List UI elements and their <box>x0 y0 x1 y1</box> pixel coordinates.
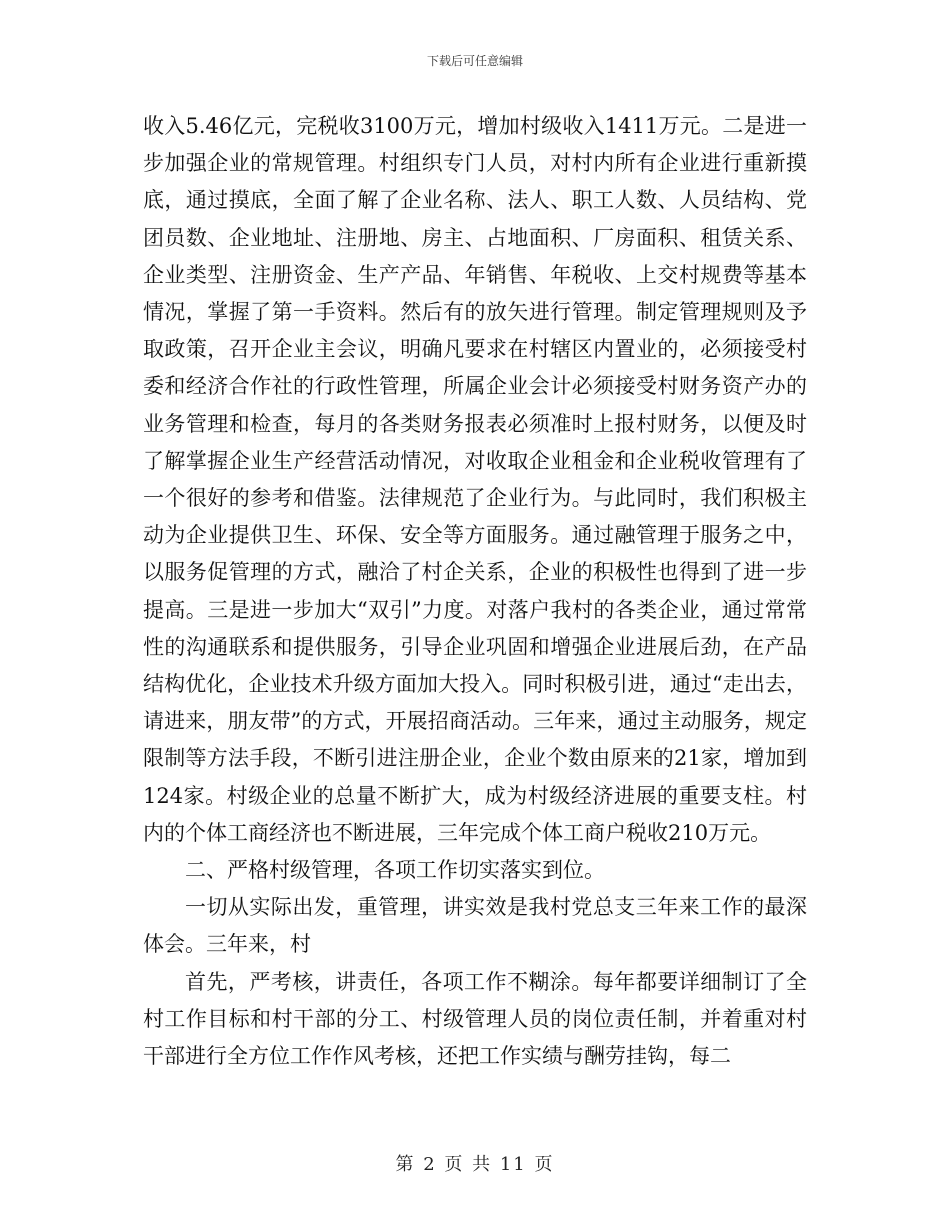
paragraph-3: 一切从实际出发，重管理，讲实效是我村党总支三年来工作的最深体会。三年来，村 <box>143 895 807 957</box>
paragraph-2-heading: 二、严格村级管理，各项工作切实落实到位。 <box>185 858 605 883</box>
document-body <box>143 108 807 1075</box>
page-number: 第 2 页 共 11 页 <box>395 1154 555 1175</box>
page-header: 下载后可任意编辑 <box>426 54 523 68</box>
paragraph-1: 收入5.46亿元，完税收3100万元，增加村级收入1411万元。二是进一步加强企业的常规管理。村组织专门人员，对村内所有企业进行重新摸底，通过摸底，全面了解了企业名称、法人、职工人数、人员结构、党团员数、企业地址、注册地、房主、占地面积、厂房面积、租赁关系、企业类型、注册资金、生产产品、年销售、年税收、上交村规费等基本情况，掌握了第一手资料。然后有的放矢进行管理。制定管理规则及予取政策，召开企业主会议，明确凡要求在村辖区内置业的，必须接受村委和经济合作社的行政性管理，所属企业会计必须接受村财务资产办的业务管理和检查，每月的各类财务报表必须准时上报村财务，以便及时了解掌握企业生产经营活动情况，对收取企业租金和企业税收管理有了一个很好的参考和借鉴。法律规范了企业行为。与此同时，我们积极主动为企业提供卫生、环保、安全等方面服务。通过融管理于服务之中，以服务促管理的方式，融洽了村企关系，企业的积极性也得到了进一步提高。三是进一步加大“双引”力度。对落户我村的各类企业，通过常常性的沟通联系和提供服务，引导企业巩固和增强企业进展后劲，在产品结构优化，企业技术升级方面加大投入。同时积极引进，通过“走出去，请进来，朋友带”的方式，开展招商活动。三年来，通过主动服务，规定限制等方法手段，不断引进注册企业，企业个数由原来的21家，增加到124家。村级企业的总量不断扩大，成为村级经济进展的重要支柱。村内的个体工商经济也不断进展，三年完成个体工商户税收210万元。 <box>143 114 807 845</box>
paragraph-4: 首先，严考核，讲责任，各项工作不糊涂。每年都要详细制订了全村工作目标和村干部的分工、村级管理人员的岗位责任制，并着重对村干部进行全方位工作作风考核，还把工作实绩与酬劳挂钩，每二 <box>143 969 807 1069</box>
